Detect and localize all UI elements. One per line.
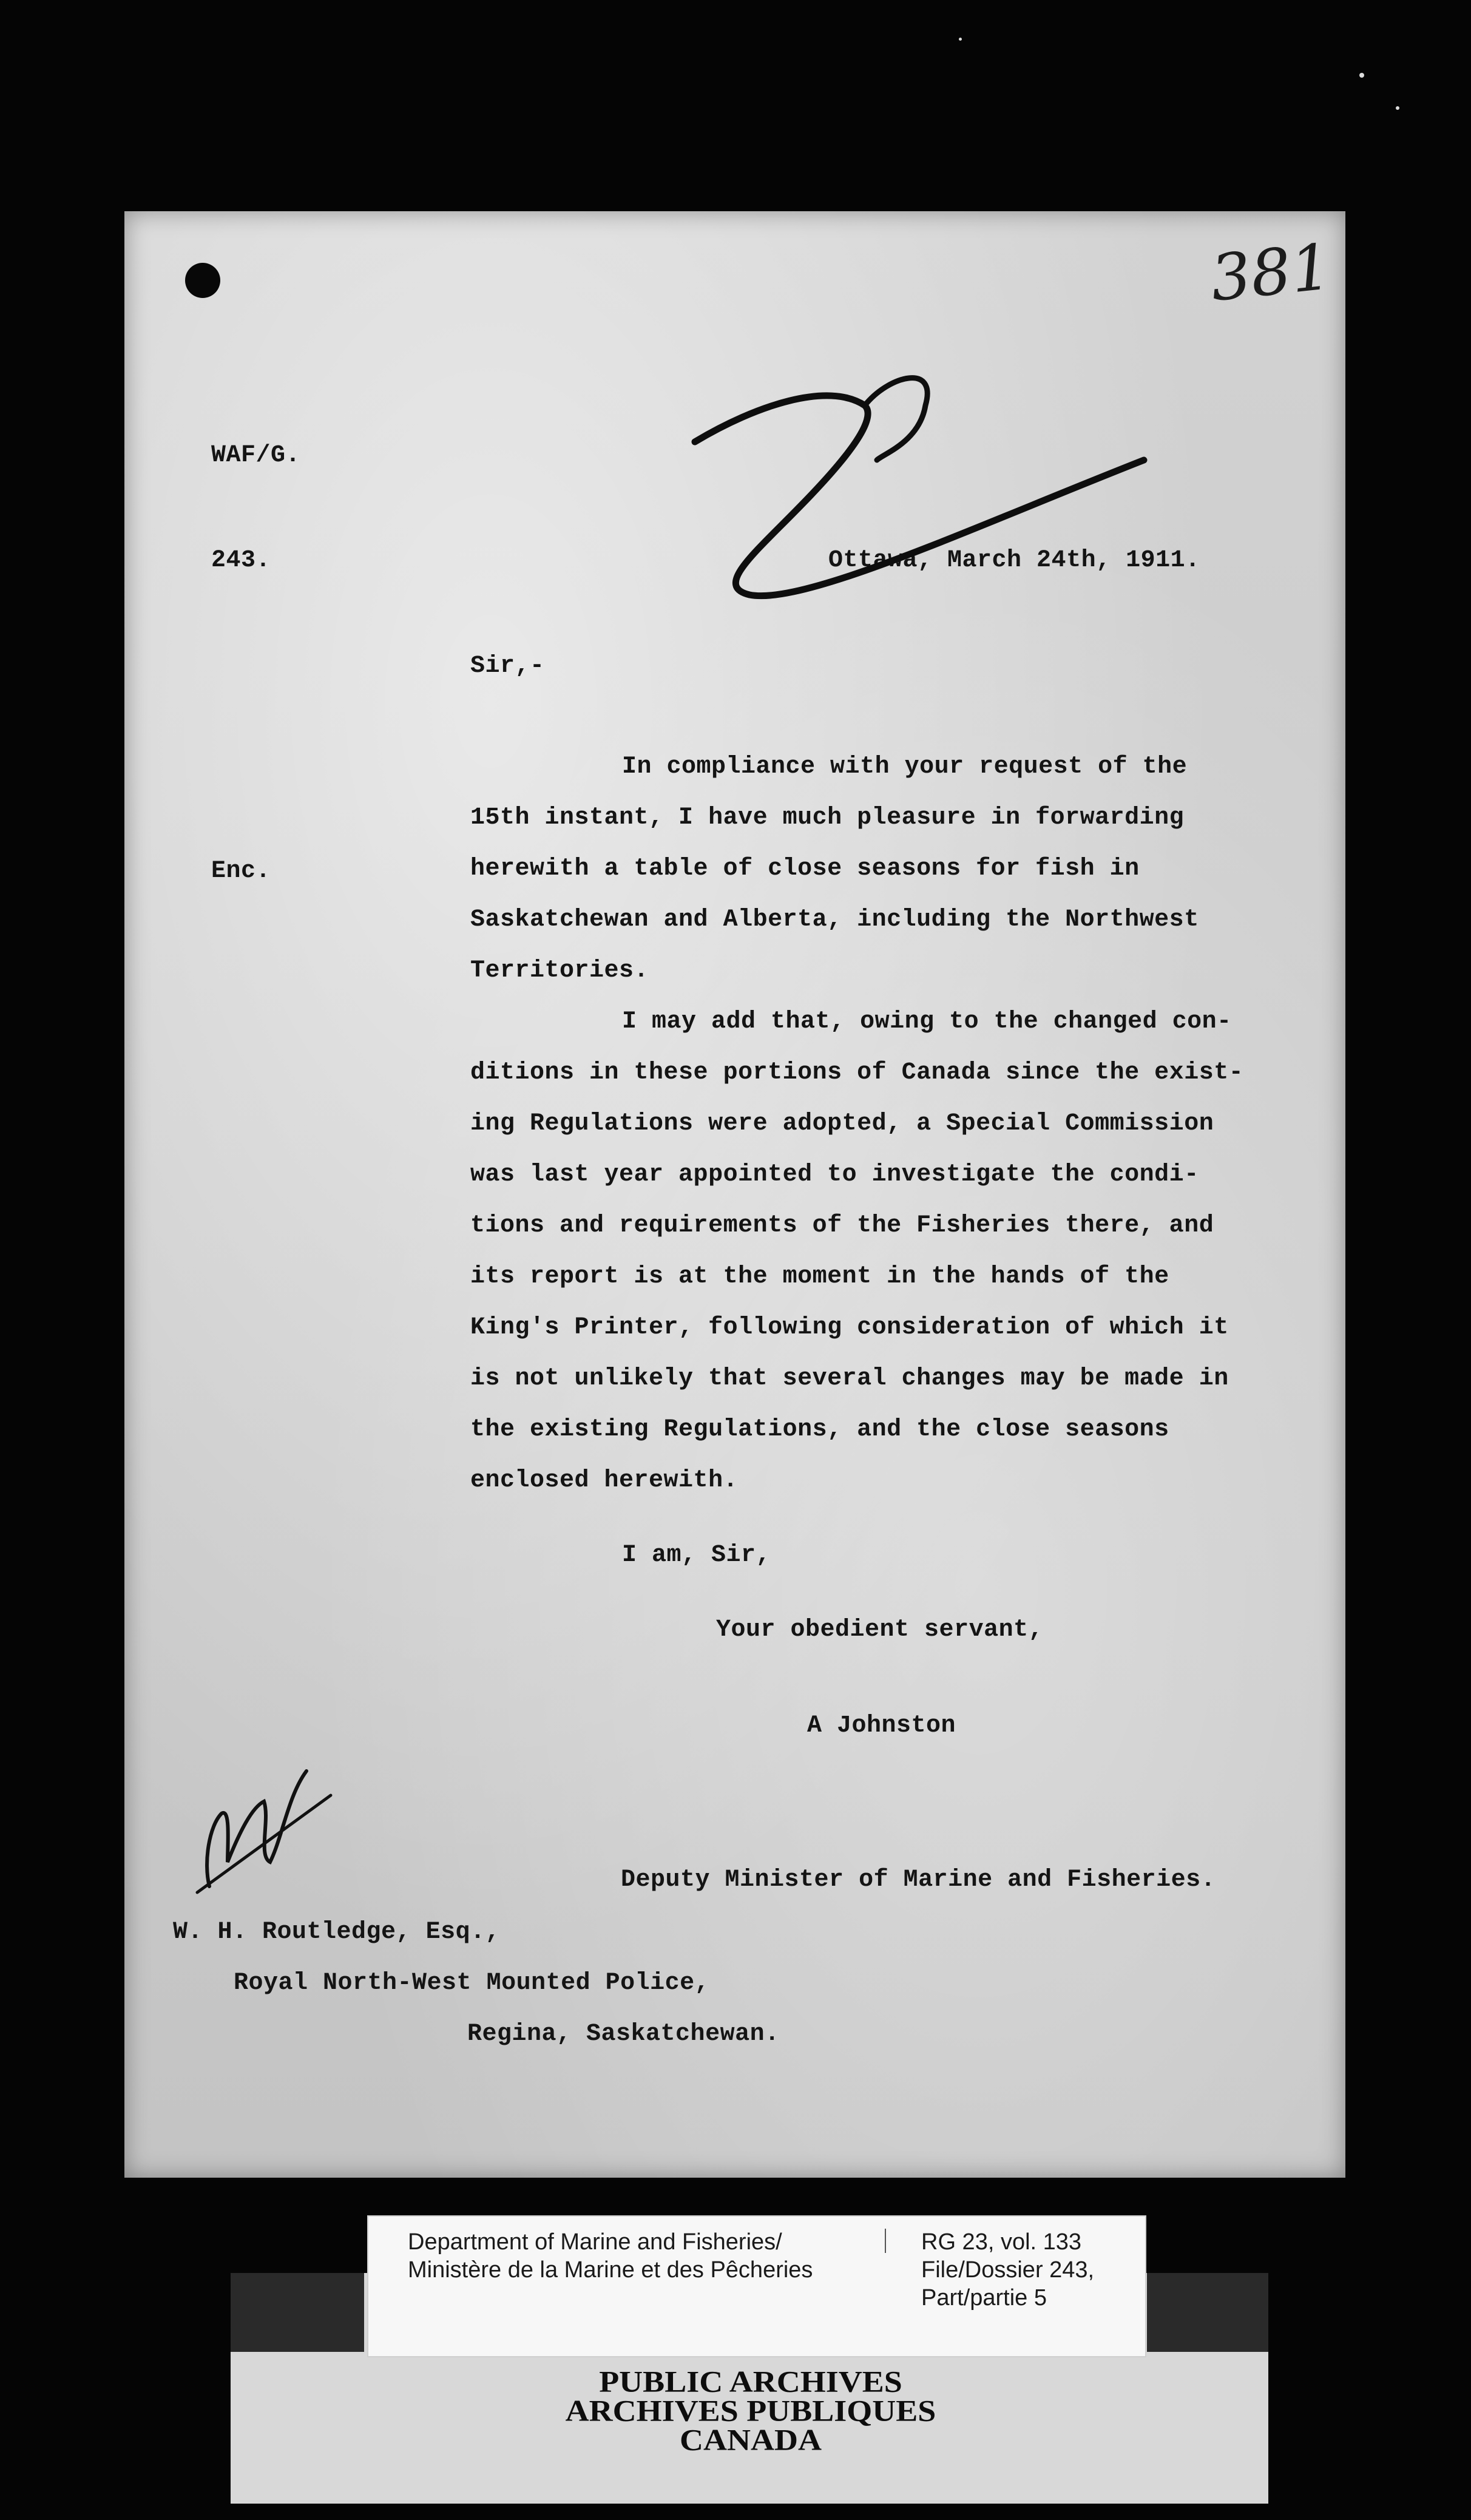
archive-reference-line: RG 23, vol. 133 [921,2229,1082,2255]
paragraph-line: is not unlikely that several changes may be made in [470,1365,1229,1392]
paragraph-line: the existing Regulations, and the close seasons [470,1416,1169,1443]
paragraph-line: Saskatchewan and Alberta, including the Northwest [470,906,1199,933]
punch-hole [185,263,220,298]
file-number: 243. [211,547,271,574]
paragraph-line: ing Regulations were adopted, a Special Commission [470,1110,1214,1137]
archive-stamp-line: ARCHIVES PUBLIQUES [565,2394,936,2428]
archive-reference-line: File/Dossier 243, [921,2257,1095,2283]
paragraph-line: tions and requirements of the Fisheries there, and [470,1212,1214,1239]
addressee-line: Regina, Saskatchewan. [467,2020,780,2048]
addressee-line: Royal North-West Mounted Police, [234,1970,710,1997]
label-divider [885,2229,886,2253]
signatory-name: A Johnston [807,1712,956,1739]
strip-shadow [1147,2273,1268,2352]
department-fr: Ministère de la Marine et des Pêcheries [408,2257,813,2283]
closing: I am, Sir, [622,1542,771,1569]
salutation: Sir,- [470,652,545,680]
paragraph-line: its report is at the moment in the hands of the [470,1263,1169,1290]
paragraph-line: Territories. [470,957,649,984]
strip-shadow [231,2273,364,2352]
film-speck [1359,73,1364,78]
paragraph-line: enclosed herewith. [470,1467,739,1494]
folio-number: 381 [1207,229,1335,316]
archive-reference-line: Part/partie 5 [921,2285,1047,2311]
film-speck [1396,106,1399,110]
department-en: Department of Marine and Fisheries/ [408,2229,782,2255]
paragraph-line: herewith a table of close seasons for fish in [470,855,1140,882]
letter-page [124,211,1345,2178]
addressee-line: W. H. Routledge, Esq., [173,1919,501,1946]
handwritten-initials [185,1759,343,1905]
archive-stamp-line: PUBLIC ARCHIVES [599,2365,902,2399]
ink-scrawl-mark [683,369,1156,709]
paragraph-line: ditions in these portions of Canada since the exist- [470,1059,1244,1086]
complimentary-close: Your obedient servant, [716,1616,1044,1644]
paragraph-line: In compliance with your request of the [622,753,1188,781]
paragraph-line: I may add that, owing to the changed con- [622,1008,1232,1035]
enclosure-note: Enc. [211,858,271,885]
signatory-title: Deputy Minister of Marine and Fisheries. [621,1866,1216,1894]
film-speck [959,38,962,41]
paragraph-line: was last year appointed to investigate the condi- [470,1161,1199,1188]
place-date: Ottawa, March 24th, 1911. [828,547,1200,574]
reference-code: WAF/G. [211,442,301,469]
paragraph-line: King's Printer, following consideration of which it [470,1314,1229,1341]
archive-stamp-line: CANADA [680,2423,822,2457]
paragraph-line: 15th instant, I have much pleasure in forwarding [470,804,1185,832]
